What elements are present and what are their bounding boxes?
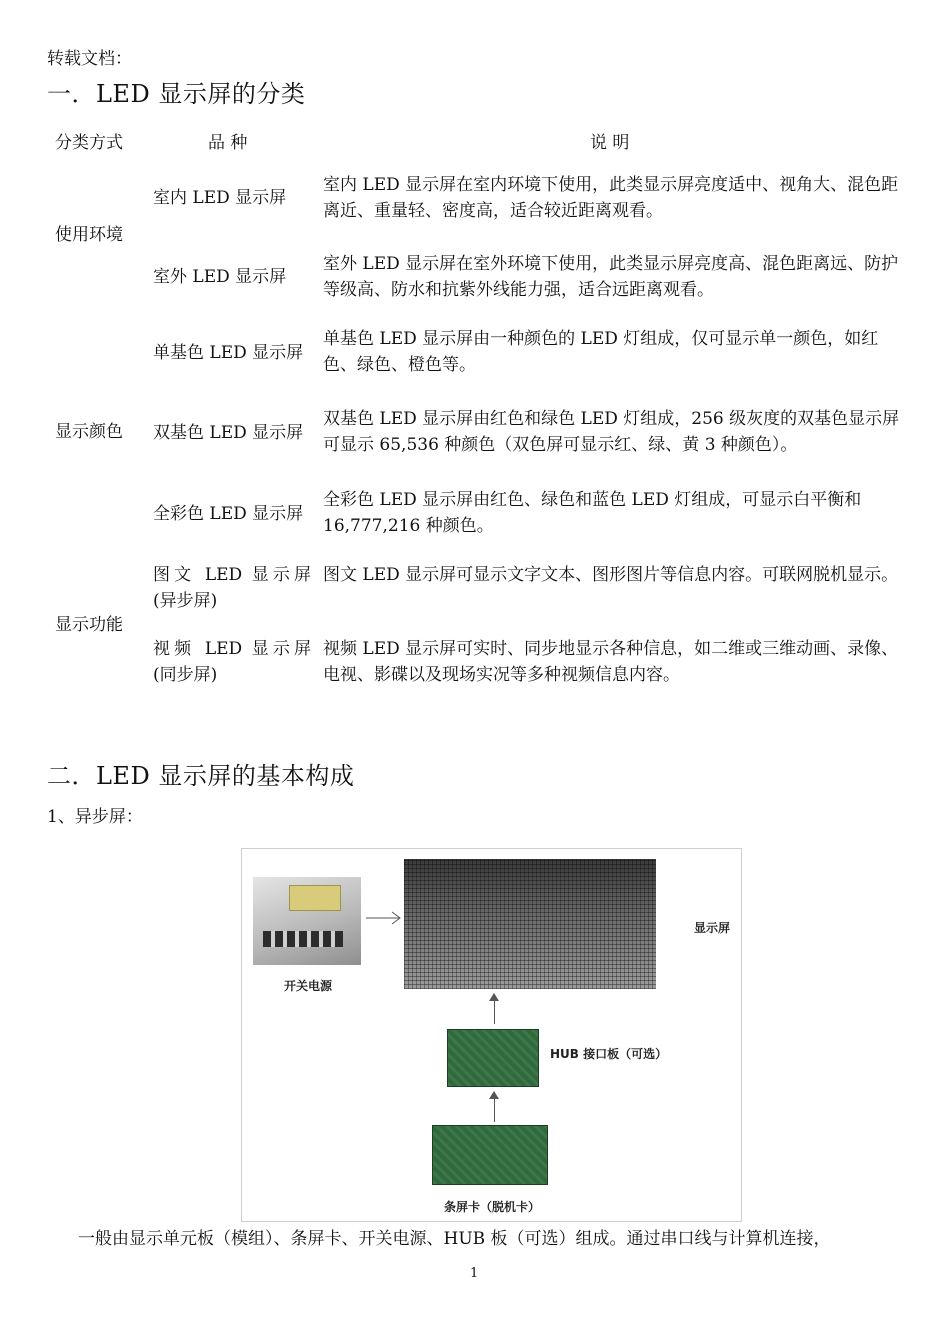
variety-single-color: 单基色 LED 显示屏 — [153, 343, 304, 363]
variety-full-color: 全彩色 LED 显示屏 — [153, 504, 304, 524]
desc-indoor: 室内 LED 显示屏在室内环境下使用，此类显示屏亮度适中、视角大、混色距离近、重量轻、密度高，适合较近距离观看。 — [323, 175, 899, 221]
desc-single-color: 单基色 LED 显示屏由一种颜色的 LED 灯组成，仅可显示单一颜色，如红色、绿色、橙色等。 — [323, 329, 879, 375]
reprint-label: 转载文档： — [47, 49, 132, 69]
controller-card-image — [432, 1125, 548, 1185]
desc-full-color: 全彩色 LED 显示屏由红色、绿色和蓝色 LED 灯组成，可显示白平衡和 16,777,216 种颜色。 — [323, 490, 862, 536]
desc-dual-color: 双基色 LED 显示屏由红色和绿色 LED 灯组成，256 级灰度的双基色显示屏可显示 65,536 种颜色（双色屏可显示红、绿、黄 3 种颜色）。 — [323, 409, 900, 455]
variety-video: 视频 LED 显示屏 (同步屏) — [153, 639, 311, 685]
header-description: 说 明 — [590, 133, 630, 153]
subsection-async-label: 1、异步屏： — [47, 807, 143, 827]
async-screen-diagram — [241, 848, 742, 1222]
group-function: 显示功能 — [55, 615, 123, 635]
variety-dual-color: 双基色 LED 显示屏 — [153, 423, 304, 443]
hub-board-image — [447, 1029, 539, 1087]
arrow-up-icon-2 — [494, 1092, 495, 1122]
desc-graphic: 图文 LED 显示屏可显示文字文本、图形图片等信息内容。可联网脱机显示。 — [323, 565, 899, 585]
page-number: 1 — [470, 1266, 479, 1281]
arrow-up-icon — [494, 994, 495, 1024]
variety-graphic: 图文 LED 显示屏 (异步屏) — [153, 565, 311, 611]
screen-label: 显示屏 — [694, 921, 731, 935]
variety-indoor: 室内 LED 显示屏 — [153, 188, 287, 208]
power-supply-label: 开关电源 — [284, 979, 333, 993]
hub-board-label: HUB 接口板（可选） — [550, 1047, 668, 1061]
arrow-right-icon — [366, 911, 402, 925]
variety-outdoor: 室外 LED 显示屏 — [153, 267, 287, 287]
header-classification: 分类方式 — [55, 133, 123, 153]
power-supply-image — [253, 877, 361, 965]
header-variety: 品 种 — [208, 133, 248, 153]
section-2-title: 二．LED 显示屏的基本构成 — [47, 762, 355, 790]
controller-card-label: 条屏卡（脱机卡） — [444, 1200, 541, 1214]
section-1-title: 一．LED 显示屏的分类 — [47, 80, 306, 108]
group-color: 显示颜色 — [55, 422, 123, 442]
desc-video: 视频 LED 显示屏可实时、同步地显示各种信息，如二维或三维动画、录像、电视、影碟以及现场实况等多种视频信息内容。 — [323, 639, 899, 685]
group-environment: 使用环境 — [55, 225, 123, 245]
desc-outdoor: 室外 LED 显示屏在室外环境下使用，此类显示屏亮度高、混色距离远、防护等级高、防水和抗紫外线能力强，适合远距离观看。 — [323, 254, 899, 300]
body-paragraph: 一般由显示单元板（模组）、条屏卡、开关电源、HUB 板（可选）组成。通过串口线与计算机连接， — [78, 1229, 831, 1249]
led-screen-image — [404, 859, 656, 989]
